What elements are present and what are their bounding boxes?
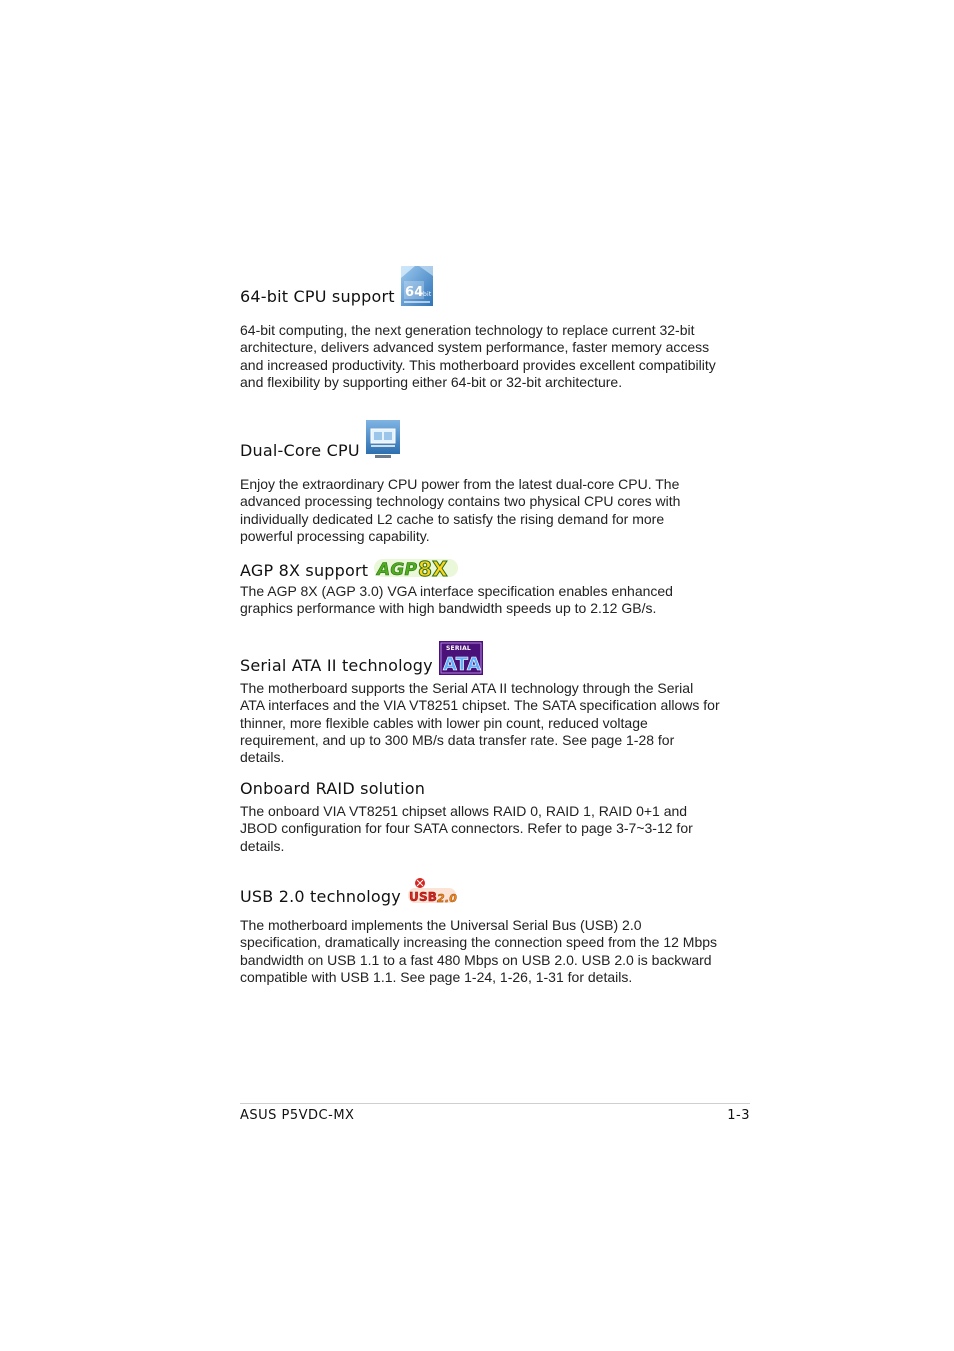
section-serial-ata	[240, 641, 720, 766]
section-title: Dual-Core CPU	[240, 441, 360, 460]
section-title: USB 2.0 technology	[240, 887, 401, 906]
section-agp8x	[240, 556, 720, 618]
section-heading	[240, 876, 720, 906]
serial-ata-logo-icon	[439, 641, 483, 675]
section-body: Enjoy the extraordinary CPU power from the latest dual-core CPU. The advanced processing technology contains two physical CPU cores with individually dedicated L2 cache to satisfy the rising demand for more powerful processing capability.	[240, 476, 681, 544]
svg-text:bit: bit	[422, 291, 432, 298]
section-title: 64-bit CPU support	[240, 287, 395, 306]
section-body: The motherboard implements the Universal Serial Bus (USB) 2.0 specification, dramatically increasing the connection speed from the 12 Mbps bandwidth on USB 1.1 to a fast 480 Mbps on USB 2.0. USB 2.0 is backward compatible with USB 1.1. See page 1-24, 1-26, 1-31 for details.	[240, 917, 718, 985]
section-heading	[240, 780, 720, 798]
svg-text:2.0: 2.0	[436, 892, 457, 905]
agp8x-logo-icon	[374, 556, 458, 580]
footer-page-number: 1-3	[727, 1108, 750, 1123]
section-heading	[240, 420, 720, 460]
svg-text:ATA: ATA	[442, 654, 481, 675]
section-heading	[240, 556, 720, 580]
svg-text:64: 64	[404, 285, 424, 300]
section-title: Onboard RAID solution	[240, 779, 426, 798]
svg-text:SERIAL: SERIAL	[445, 645, 471, 652]
section-title: AGP 8X support	[240, 561, 369, 580]
section-64bit-cpu	[240, 266, 720, 391]
svg-text:8X: 8X	[418, 557, 449, 580]
dual-core-logo-icon	[366, 420, 400, 460]
page-footer	[240, 1103, 750, 1123]
section-usb20	[240, 876, 720, 986]
section-body: The motherboard supports the Serial ATA II technology through the Serial ATA interfaces and the VIA VT8251 chipset. The SATA specification allows for thinner, more flexible cables with lower pin count, reduced voltage requirement, and up to 300 MB/s data transfer rate. See page 1-28 for details.	[240, 680, 720, 766]
svg-text:AGP: AGP	[377, 560, 418, 580]
footer-product-name: ASUS P5VDC-MX	[240, 1108, 355, 1123]
svg-text:USB: USB	[408, 890, 438, 904]
section-dual-core	[240, 420, 720, 545]
section-body: 64-bit computing, the next generation technology to replace current 32-bit architecture, delivers advanced system performance, faster memory access and increased productivity. This motherboard provides excellent compatibility and flexibility by supporting either 64-bit or 32-bit architecture.	[240, 322, 716, 390]
section-heading	[240, 266, 720, 306]
usb20-logo-icon	[407, 876, 457, 906]
section-body: The onboard VIA VT8251 chipset allows RAID 0, RAID 1, RAID 0+1 and JBOD configuration for four SATA connectors. Refer to page 3-7~3-12 for details.	[240, 803, 693, 854]
section-body: The AGP 8X (AGP 3.0) VGA interface specification enables enhanced graphics performance with high bandwidth speeds up to 2.12 GB/s.	[240, 583, 673, 617]
64bit-logo-icon	[401, 266, 433, 306]
section-title: Serial ATA II technology	[240, 656, 433, 675]
section-heading	[240, 641, 720, 675]
section-onboard-raid	[240, 780, 720, 855]
